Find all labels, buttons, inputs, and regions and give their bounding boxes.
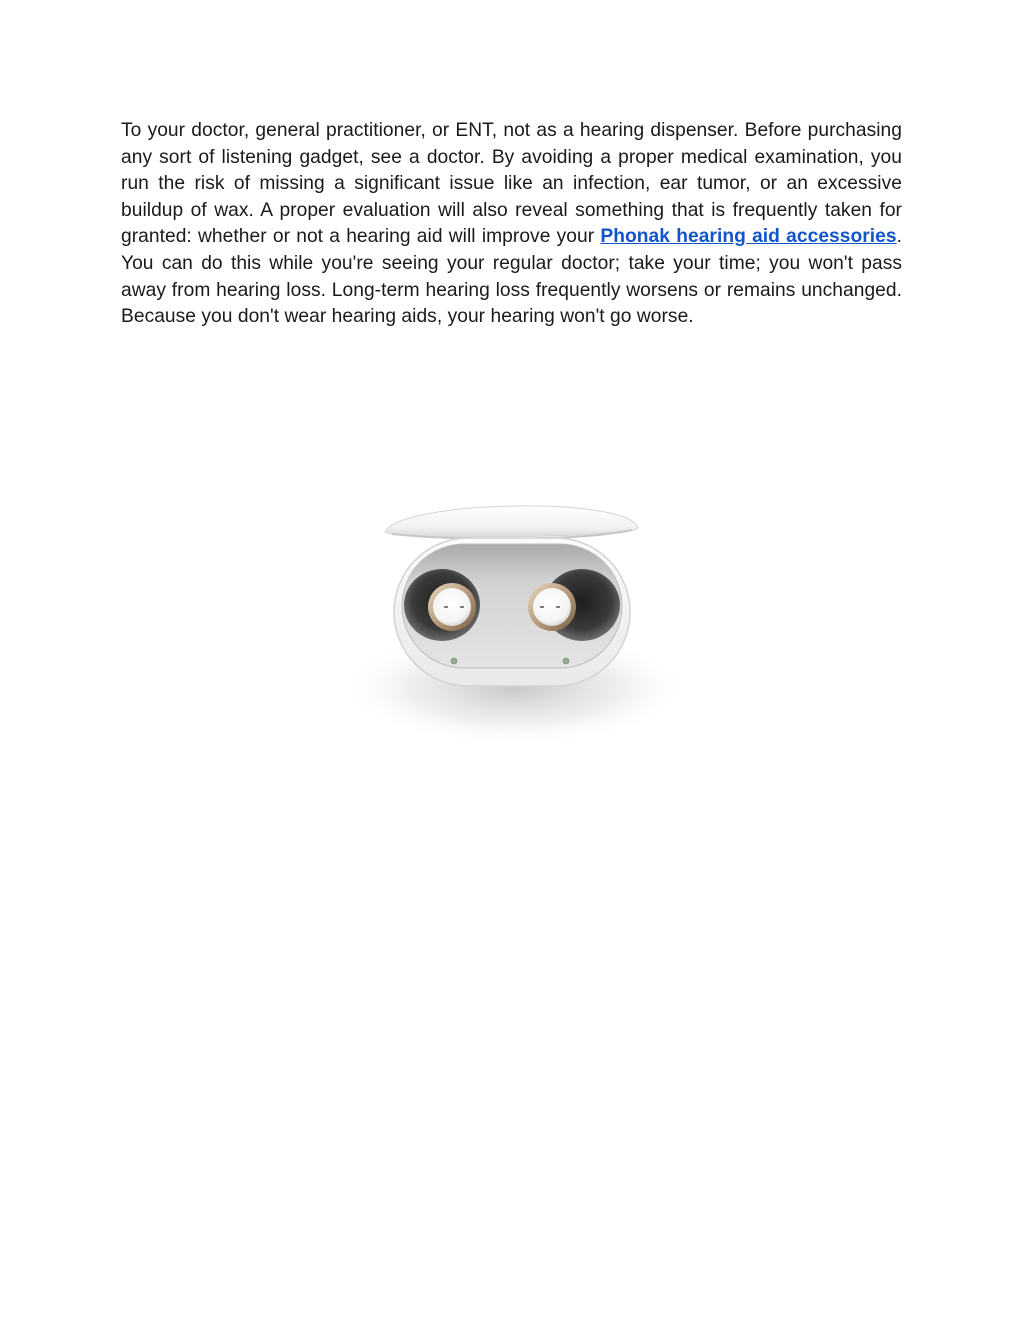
paragraph-text-before-link: To your doctor, general practitioner, or ENT, not as a hearing dispenser. Before purchasing any sort of listening gadget, see a doctor. By avoiding a proper medical examination, you run the risk of missing a significant issue like an infection, ear tumor, or an excessive buildup of wax. A proper evaluation will also reveal something that is frequently taken for granted: whether or not a hearing aid will improve your xyxy=(121,120,902,248)
paragraph-text-after-link: . You can do this while you're seeing your regular doctor; take your time; you won't pass away from hearing loss. Long-term hearing loss frequently worsens or remains unchanged. Because you don't wear hearing aids, your hearing won't go worse. xyxy=(121,226,902,328)
body-paragraph xyxy=(121,118,902,331)
hearing-aid-charging-case-icon xyxy=(330,488,700,753)
hearing-aid-case-image xyxy=(330,488,700,753)
phonak-accessories-link[interactable]: Phonak hearing aid accessories xyxy=(600,226,897,248)
